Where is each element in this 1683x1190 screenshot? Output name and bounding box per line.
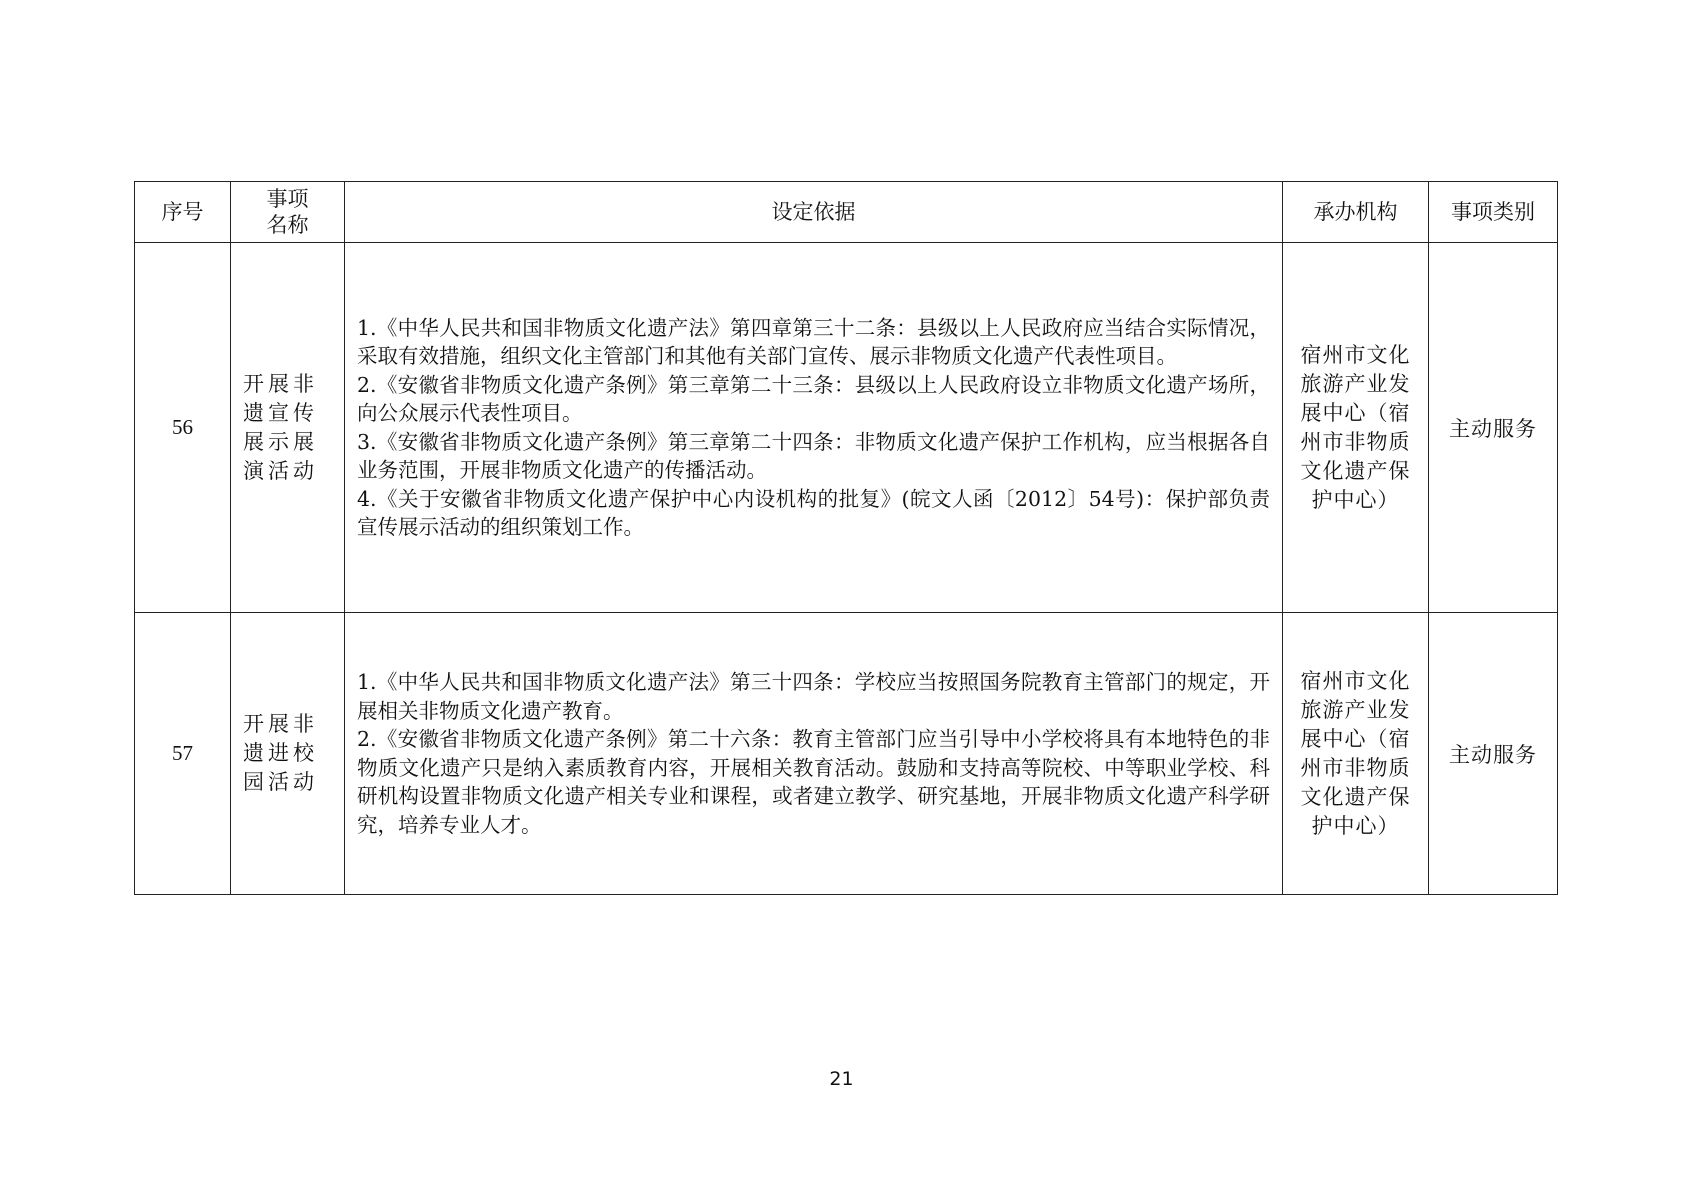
basis-clause: 1.《中华人民共和国非物质文化遗产法》第四章第三十二条：县级以上人民政府应当结合实际情况，采取有效措施，组织文化主管部门和其他有关部门宣传、展示非物质文化遗产代表性项目。 — [357, 315, 1270, 368]
row-org: 宿州市文化旅游产业发展中心（宿州市非物质文化遗产保护中心） — [1283, 613, 1429, 895]
row-item-name: 开展非遗宣传展示展演活动 — [231, 243, 345, 613]
page-number: 21 — [829, 1068, 854, 1090]
table-row — [135, 613, 1558, 895]
header-seq: 序号 — [135, 182, 231, 243]
row-category: 主动服务 — [1429, 613, 1558, 895]
row-seq: 57 — [135, 613, 231, 895]
header-basis: 设定依据 — [345, 182, 1283, 243]
row-basis — [345, 243, 1283, 613]
row-category: 主动服务 — [1429, 243, 1558, 613]
header-item-name — [231, 182, 345, 243]
basis-clause: 3.《安徽省非物质文化遗产条例》第三章第二十四条：非物质文化遗产保护工作机构，应当根据各自业务范围，开展非物质文化遗产的传播活动。 — [357, 429, 1270, 482]
basis-clause: 1.《中华人民共和国非物质文化遗产法》第三十四条：学校应当按照国务院教育主管部门的规定，开展相关非物质文化遗产教育。 — [357, 670, 1270, 723]
header-item-name-line1: 事项 — [266, 187, 309, 211]
header-category: 事项类别 — [1429, 182, 1558, 243]
basis-clause: 4.《关于安徽省非物质文化遗产保护中心内设机构的批复》(皖文人函〔2012〕54号)：保护部负责宣传展示活动的组织策划工作。 — [357, 486, 1270, 539]
basis-clause: 2.《安徽省非物质文化遗产条例》第二十六条：教育主管部门应当引导中小学校将具有本地特色的非物质文化遗产只是纳入素质教育内容，开展相关教育活动。鼓励和支持高等院校、中等职业学校、科研机构设置非物质文化遗产相关专业和课程，或者建立教学、研究基地，开展非物质文化遗产科学研究，培养专业人才。 — [357, 727, 1270, 837]
table-row — [135, 243, 1558, 613]
header-org: 承办机构 — [1283, 182, 1429, 243]
row-seq: 56 — [135, 243, 231, 613]
service-items-table — [134, 181, 1558, 895]
basis-clause: 2.《安徽省非物质文化遗产条例》第三章第二十三条：县级以上人民政府设立非物质文化遗产场所，向公众展示代表性项目。 — [357, 372, 1270, 425]
row-item-name: 开展非遗进校园活动 — [231, 613, 345, 895]
row-org: 宿州市文化旅游产业发展中心（宿州市非物质文化遗产保护中心） — [1283, 243, 1429, 613]
header-item-name-line2: 名称 — [266, 213, 309, 237]
row-basis — [345, 613, 1283, 895]
table-header-row — [135, 182, 1558, 243]
